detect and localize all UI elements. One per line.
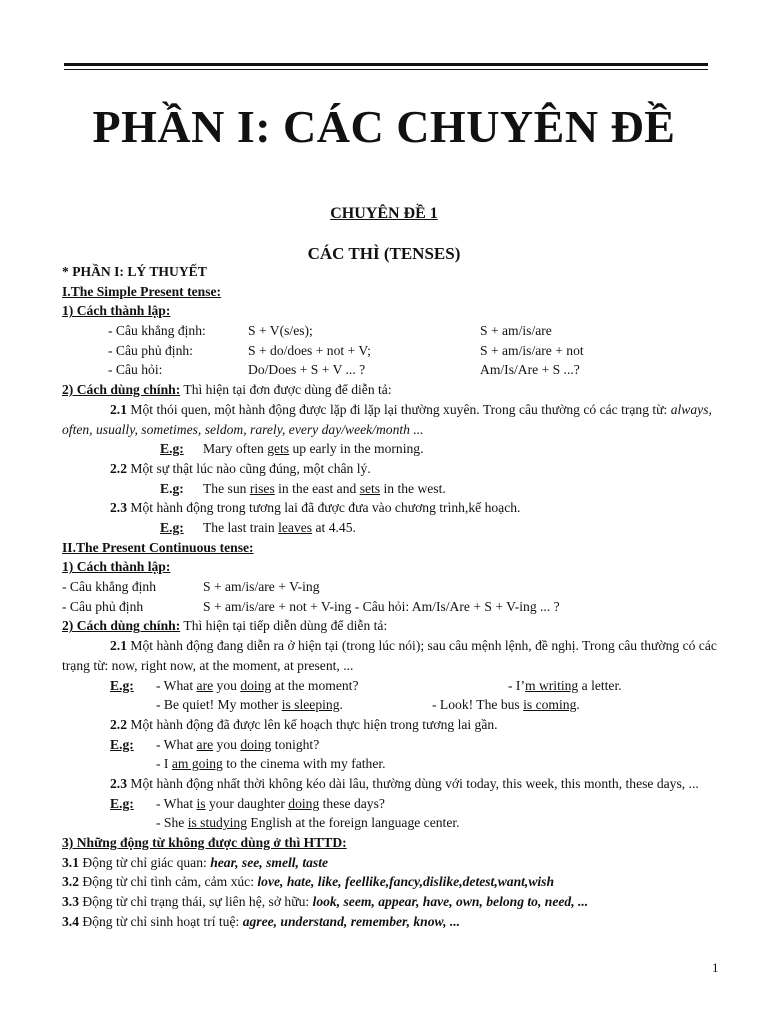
example-text: up early in the morning.	[289, 441, 424, 457]
chuyen-de-heading: CHUYÊN ĐỀ 1	[330, 205, 438, 222]
verb-group	[62, 853, 722, 873]
sp-form-row	[62, 360, 722, 380]
form-verb: S + V(s/es);	[248, 323, 313, 339]
verb-group-words: love, hate, like, feellike,fancy,dislike,detest,want,wish	[257, 874, 555, 890]
verb-group-number: 3.1	[62, 854, 79, 870]
form-verb: Do/Does + S + V ... ?	[248, 362, 366, 378]
form-label: - Câu phủ định	[62, 598, 144, 614]
form-be: S + am/is/are	[480, 323, 552, 339]
usage-text: Một hành động đã được lên kế hoạch thực hiện trong tương lai gần.	[127, 716, 498, 732]
eg-label: E.g:	[160, 519, 184, 535]
example-text: - What	[156, 736, 197, 752]
example-text: - I	[156, 756, 172, 772]
pc-form-row	[62, 597, 722, 617]
example-verb: doing	[240, 677, 272, 693]
top-rule-thick	[64, 63, 708, 66]
form-verb: S + am/is/are + not + V-ing - Câu hỏi: Am/Is/Are + S + V-ing ... ?	[203, 598, 560, 614]
sp-usage-2-2	[62, 459, 722, 479]
verb-group-words: look, seem, appear, have, own, belong to, need, ...	[312, 894, 589, 910]
sp-example-2	[62, 479, 722, 499]
usage-text: Một hành động đang diễn ra ở hiện tại (trong lúc nói); sau câu mệnh lệnh, đề nghị. Trong câu thường có các trạng từ: now, right now, at the moment, at present, ...	[62, 638, 717, 673]
eg-label: E.g:	[110, 677, 134, 693]
verb-group	[62, 872, 722, 892]
verb-group-number: 3.2	[62, 874, 79, 890]
form-verb: S + am/is/are + V-ing	[203, 579, 320, 595]
example-verb: is studying	[187, 815, 248, 831]
tenses-heading: CÁC THÌ (TENSES)	[307, 244, 461, 263]
example-text: English at the foreign language center.	[247, 815, 460, 831]
sp-usage-title: 2) Cách dùng chính:	[62, 382, 181, 398]
example-verb: sets	[359, 480, 381, 496]
verb-group-number: 3.4	[62, 913, 79, 929]
sp-usage-2-1	[62, 400, 722, 439]
pc-usage-line	[62, 616, 722, 636]
pc-example-3b	[62, 813, 722, 833]
verb-group-words: hear, see, smell, taste	[210, 854, 329, 870]
part-heading: * PHẦN I: LÝ THUYẾT	[62, 264, 207, 279]
usage-number: 2.1	[110, 638, 127, 654]
form-label: - Câu khẳng định:	[108, 323, 206, 339]
example-text: your daughter	[205, 795, 289, 811]
example-text: - She	[156, 815, 188, 831]
example-verb: doing	[240, 736, 272, 752]
example-verb: is	[196, 795, 206, 811]
example-text: at the moment?	[271, 677, 359, 693]
example-text: - I’	[508, 677, 525, 693]
example-verb: are	[196, 677, 214, 693]
example-verb: is coming	[523, 697, 577, 713]
pc-form-row	[62, 577, 722, 597]
form-be: S + am/is/are + not	[480, 342, 584, 358]
verb-group-text: Động từ chỉ tình cảm, cảm xúc:	[79, 874, 258, 890]
usage-number: 2.3	[110, 775, 127, 791]
verb-group	[62, 892, 722, 912]
verb-group-words: agree, understand, remember, know, ...	[242, 913, 461, 929]
eg-label: E.g:	[160, 441, 184, 457]
sp-form-row	[62, 341, 722, 361]
pc-usage-2-2	[62, 715, 722, 735]
form-verb: S + do/does + not + V;	[248, 342, 371, 358]
sp-example-3	[62, 518, 722, 538]
verb-group-text: Động từ chỉ sinh hoạt trí tuệ:	[79, 913, 243, 929]
pc-usage-2-1	[62, 636, 722, 675]
verbs-title: 3) Những động từ không được dùng ở thì HTTD:	[62, 835, 347, 851]
usage-text: Một hành động nhất thời không kéo dài lâu, thường dùng với today, this week, this month, these days, ...	[127, 775, 699, 791]
usage-number: 2.2	[110, 460, 127, 476]
sp-usage-intro: Thì hiện tại đơn được dùng để diễn tả:	[180, 382, 392, 398]
example-text: The sun	[203, 480, 250, 496]
top-rule-thin	[64, 69, 708, 70]
eg-label: E.g:	[110, 736, 134, 752]
present-continuous-title: II.The Present Continuous tense:	[62, 539, 254, 555]
example-text: The last train	[203, 519, 279, 535]
form-be: Am/Is/Are + S ...?	[480, 362, 580, 378]
verb-group	[62, 912, 722, 932]
usage-adverbs: always, often, usually, sometimes, seldom, rarely, every day/week/month ...	[62, 401, 712, 437]
usage-number: 2.3	[110, 500, 127, 516]
document-body	[62, 262, 722, 931]
sp-usage-2-3	[62, 498, 722, 518]
example-text: you	[213, 677, 241, 693]
pc-example-2b	[62, 754, 722, 774]
page-number: 1	[712, 960, 719, 975]
example-verb: gets	[267, 441, 290, 457]
usage-number: 2.2	[110, 716, 127, 732]
form-label: - Câu phủ định:	[108, 342, 193, 358]
pc-usage-intro: Thì hiện tại tiếp diễn dùng để diễn tả:	[180, 618, 388, 634]
example-text: .	[576, 697, 580, 713]
example-text: - What	[156, 677, 197, 693]
example-text: to the cinema with my father.	[222, 756, 386, 772]
example-verb: am going	[171, 756, 223, 772]
example-text: - Look! The bus	[432, 697, 524, 713]
example-text: these days?	[319, 795, 385, 811]
page-title: PHẦN I: CÁC CHUYÊN ĐỀ	[92, 101, 676, 152]
pc-example-3a	[62, 794, 722, 814]
pc-form-title: 1) Cách thành lập:	[62, 559, 171, 575]
verb-group-text: Động từ chỉ giác quan:	[79, 854, 211, 870]
example-text: in the west.	[380, 480, 446, 496]
form-label: - Câu khẳng định	[62, 579, 157, 595]
example-text: a letter.	[578, 677, 622, 693]
form-label: - Câu hỏi:	[108, 362, 163, 378]
usage-number: 2.1	[110, 401, 127, 417]
example-text: - Be quiet! My mother	[156, 697, 282, 713]
example-verb: rises	[249, 480, 275, 496]
eg-label: E.g:	[160, 480, 184, 496]
pc-example-1b	[62, 695, 722, 715]
example-text: you	[213, 736, 241, 752]
simple-present-title: I.The Simple Present tense:	[62, 283, 222, 299]
sp-usage-line	[62, 380, 722, 400]
example-text: - What	[156, 795, 197, 811]
example-verb: are	[196, 736, 214, 752]
example-text: in the east and	[274, 480, 360, 496]
example-text: Mary often	[203, 441, 268, 457]
example-text: tonight?	[271, 736, 320, 752]
verb-group-number: 3.3	[62, 894, 79, 910]
example-verb: m writing	[524, 677, 579, 693]
sp-form-title: 1) Cách thành lập:	[62, 303, 171, 319]
example-verb: leaves	[278, 519, 313, 535]
usage-text: Một sự thật lúc nào cũng đúng, một chân lý.	[127, 460, 371, 476]
pc-usage-title: 2) Cách dùng chính:	[62, 618, 181, 634]
usage-text: Một thói quen, một hành động được lặp đi lặp lại thường xuyên. Trong câu thường có các trạng từ:	[127, 401, 671, 417]
sp-example-1	[62, 439, 722, 459]
verb-group-text: Động từ chỉ trạng thái, sự liên hệ, sở hữu:	[79, 894, 313, 910]
eg-label: E.g:	[110, 795, 134, 811]
pc-usage-2-3	[62, 774, 722, 794]
pc-example-2a	[62, 735, 722, 755]
example-verb: doing	[288, 795, 320, 811]
example-text: at 4.45.	[312, 519, 356, 535]
example-verb: is sleeping	[281, 697, 340, 713]
sp-form-row	[62, 321, 722, 341]
usage-text: Một hành động trong tương lai đã được đưa vào chương trình,kế hoạch.	[127, 500, 521, 516]
example-text: .	[339, 697, 343, 713]
pc-example-1a	[62, 676, 722, 696]
